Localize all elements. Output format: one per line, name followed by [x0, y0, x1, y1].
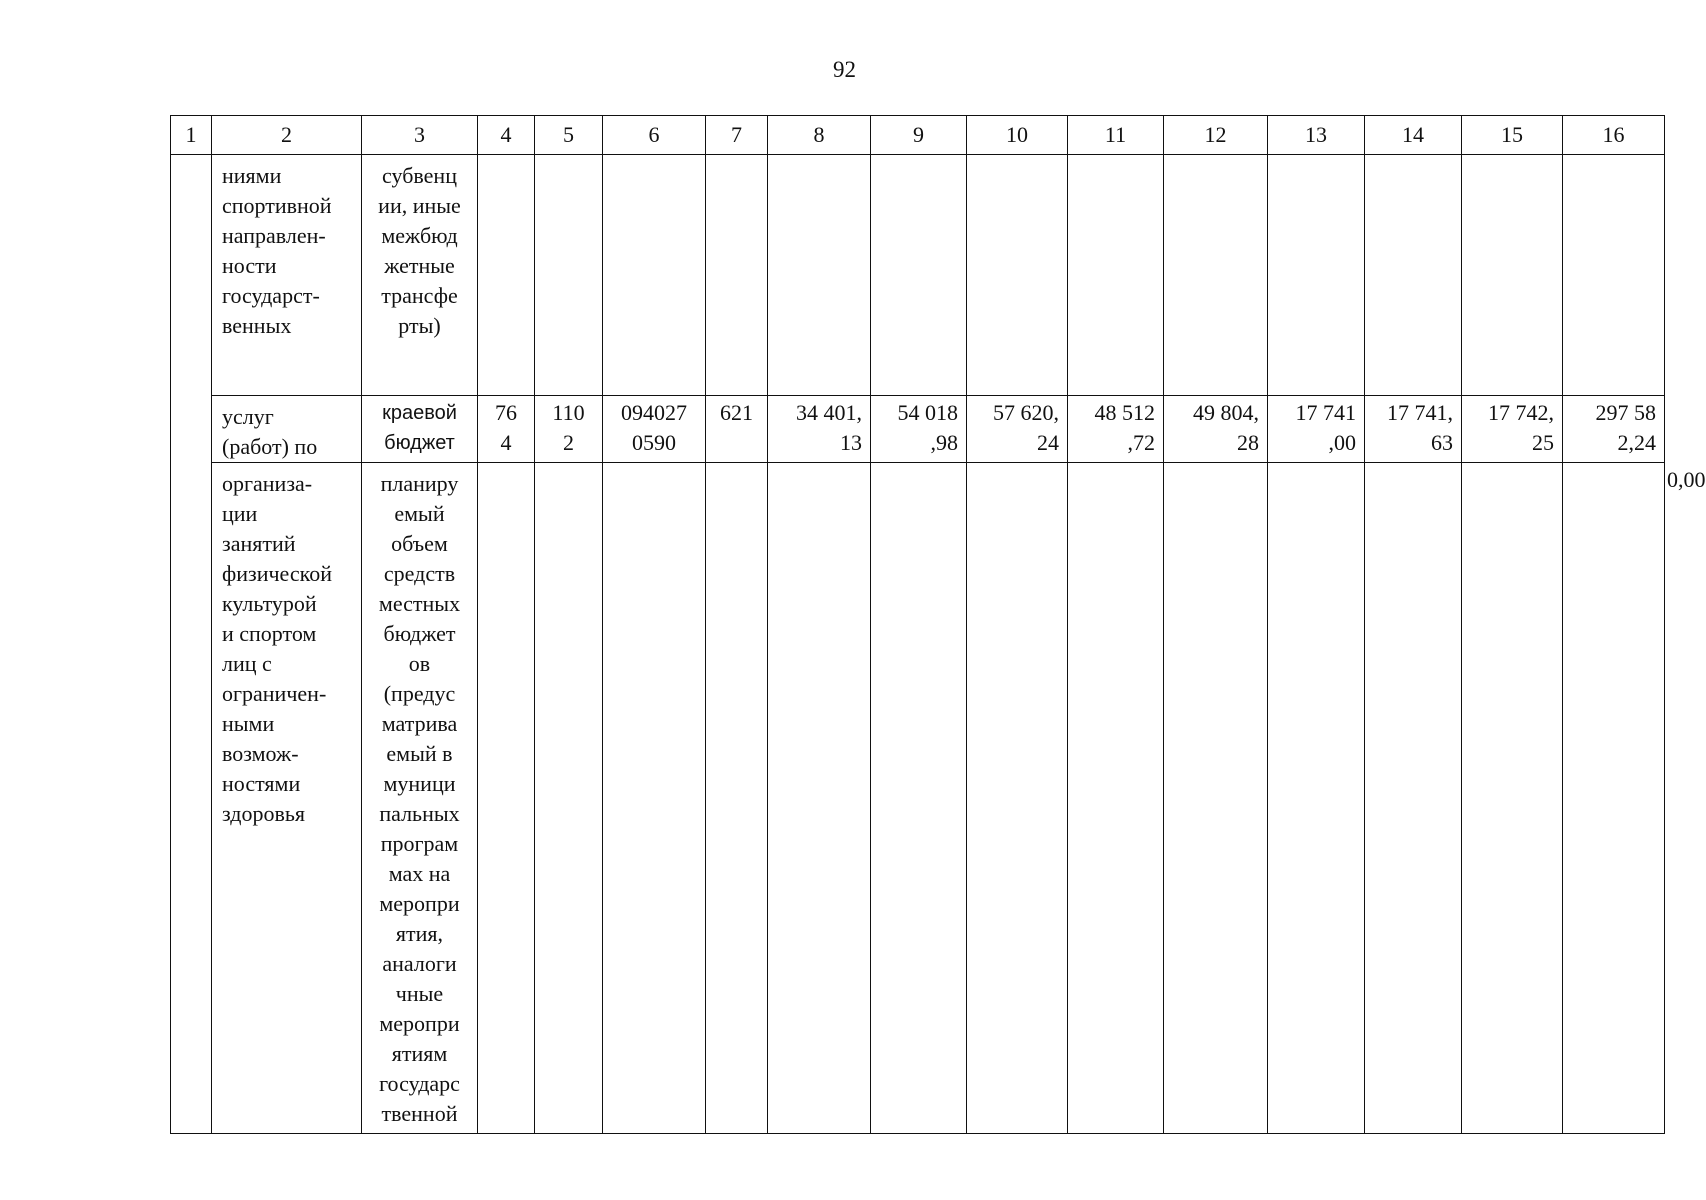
table-cell	[603, 463, 706, 1134]
funding-source-cell: планиру емый объем средств местных бюджет ов (предус матрива емый в муници пальных програм мах на меропри ятия, аналоги чные меропри ятиям государс твенной	[362, 463, 478, 1134]
table-cell	[1268, 463, 1365, 1134]
table-cell	[1365, 155, 1462, 396]
table-cell	[603, 155, 706, 396]
table-cell	[967, 463, 1068, 1134]
table-cell	[1365, 463, 1462, 1134]
table-cell	[1068, 463, 1164, 1134]
table-cell	[1164, 463, 1268, 1134]
code-cell: 110 2	[535, 396, 603, 463]
column-number-cell: 1	[171, 116, 212, 155]
column-number-cell: 8	[768, 116, 871, 155]
amount-cell: 57 620, 24	[967, 396, 1068, 463]
column-number-cell: 16	[1563, 116, 1665, 155]
table-cell	[1462, 155, 1563, 396]
table-cell	[1563, 155, 1665, 396]
amount-cell: 17 742, 25	[1462, 396, 1563, 463]
table-cell	[768, 463, 871, 1134]
column-number-cell: 2	[212, 116, 362, 155]
column-number-cell: 7	[706, 116, 768, 155]
table-cell	[1164, 155, 1268, 396]
table-cell	[478, 463, 535, 1134]
amount-cell: 54 018 ,98	[871, 396, 967, 463]
amount-cell: 17 741, 63	[1365, 396, 1462, 463]
funding-source-cell: субвенц ии, иные межбюд жетные трансфе рты)	[362, 155, 478, 396]
column-number-cell: 15	[1462, 116, 1563, 155]
column-number-cell: 10	[967, 116, 1068, 155]
table-row	[171, 396, 1665, 463]
amount-cell: 34 401, 13	[768, 396, 871, 463]
table-cell	[1462, 463, 1563, 1134]
table-cell	[478, 155, 535, 396]
table-cell	[967, 155, 1068, 396]
column-number-cell: 6	[603, 116, 706, 155]
column-number-cell: 3	[362, 116, 478, 155]
column-number-cell: 12	[1164, 116, 1268, 155]
table-row	[171, 155, 1665, 396]
column-number-cell: 4	[478, 116, 535, 155]
row-number-cell	[171, 155, 212, 1134]
amount-cell: 49 804, 28	[1164, 396, 1268, 463]
table-row: организа- ции занятий физической культурой и спортом лиц с ограничен- ными возмож- ностями здоровья планиру емый объем средств местных бюджет ов (предус матрива емый в муници пальных програм мах на меропри ятия, аналоги чные меропри ятиям государс твенной 0,00	[171, 463, 1665, 1134]
table-cell	[535, 155, 603, 396]
table-cell	[1268, 155, 1365, 396]
code-cell: 621	[706, 396, 768, 463]
total-amount-cell: 297 58 2,24	[1563, 396, 1665, 463]
column-number-cell: 5	[535, 116, 603, 155]
table-cell	[768, 155, 871, 396]
table-cell	[871, 463, 967, 1134]
code-cell: 094027 0590	[603, 396, 706, 463]
table-cell	[706, 463, 768, 1134]
column-number-row	[171, 116, 1665, 155]
amount-cell: 48 512 ,72	[1068, 396, 1164, 463]
table-cell	[1563, 463, 1665, 1134]
table-cell	[871, 155, 967, 396]
table-cell	[706, 155, 768, 396]
page-number: 92	[833, 57, 856, 82]
funding-source-cell: краевой бюджет	[362, 396, 478, 463]
table-cell	[1068, 155, 1164, 396]
budget-table	[170, 115, 1706, 1134]
column-number-cell: 14	[1365, 116, 1462, 155]
code-cell: 76 4	[478, 396, 535, 463]
event-name-cell: ниями спортивной направлен- ности государст- венных	[212, 155, 362, 396]
event-name-cell: организа- ции занятий физической культурой и спортом лиц с ограничен- ными возмож- ностями здоровья	[212, 463, 362, 1134]
column-number-cell: 11	[1068, 116, 1164, 155]
column-number-cell: 13	[1268, 116, 1365, 155]
table-cell	[535, 463, 603, 1134]
column-number-cell: 9	[871, 116, 967, 155]
amount-cell: 17 741 ,00	[1268, 396, 1365, 463]
event-name-cell: услуг (работ) по	[212, 396, 362, 463]
